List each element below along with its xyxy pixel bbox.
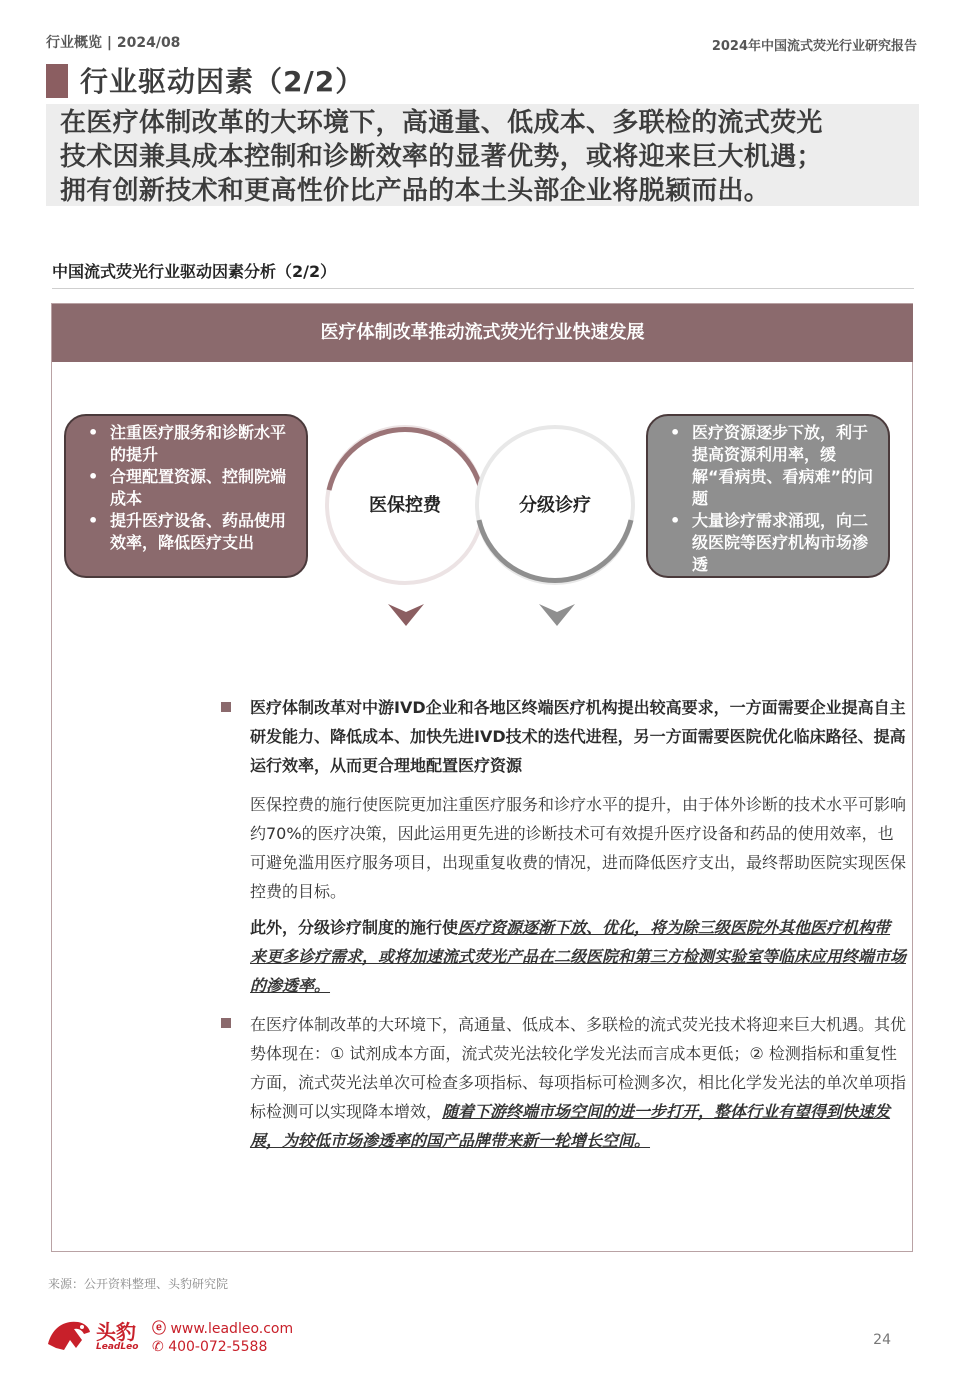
policy-circles-diagram bbox=[320, 420, 640, 590]
list-item: • 注重医疗服务和诊断水平的提升 bbox=[84, 422, 292, 466]
phone-number: 400-072-5588 bbox=[168, 1339, 268, 1355]
summary-line: 技术因兼具成本控制和诊断效率的显著优势，或将迎来巨大机遇； bbox=[60, 142, 823, 172]
point-1-body: 医保控费的施行使医院更加注重医疗服务和诊疗水平的提升，由于体外诊断的技术水平可影响约70%的医疗决策，因此运用更先进的诊断技术可有效提升医疗设备和药品的使用效率，也可避免滥用医疗服务项目，出现重复收费的情况，进而降低医疗支出，最终帮助医院实现医保控费的目标。 bbox=[250, 795, 907, 901]
bullet-square-icon bbox=[221, 1018, 231, 1028]
list-item: • 提升医疗设备、药品使用效率，降低医疗支出 bbox=[84, 510, 292, 554]
leopard-logo-icon bbox=[44, 1314, 92, 1356]
point-1-extra-underline: 医疗资源逐渐下放、优化，将为除三级医院外其他医疗机构带来更多诊疗需求，或将加速流式荧光产品在二级医院和第三方检测实验室等临床应用终端市场的渗透率。 bbox=[250, 918, 907, 995]
point-1-extra bbox=[250, 913, 906, 1000]
circle-right-label: 分级诊疗 bbox=[519, 495, 591, 516]
bullet-square-icon bbox=[221, 702, 231, 712]
chevron-down-icon bbox=[537, 602, 577, 628]
page-number: 24 bbox=[873, 1332, 891, 1348]
section-title: 中国流式荧光行业驱动因素分析（2/2） bbox=[52, 262, 337, 281]
summary-box bbox=[46, 104, 919, 206]
list-item: • 医疗资源逐步下放，利于提高资源利用率，缓解“看病贵、看病难”的问题 bbox=[666, 422, 874, 510]
page-title: 行业驱动因素（2/2） bbox=[80, 65, 365, 98]
title-accent-bar bbox=[46, 64, 68, 98]
chevron-down-icon bbox=[386, 602, 426, 628]
point-2-underline: 随着下游终端市场空间的进一步打开，整体行业有望得到快速发展，为较低市场渗透率的国产品牌带来新一轮增长空间。 bbox=[250, 1102, 891, 1150]
brand-subtitle: LeadLeo bbox=[96, 1342, 139, 1352]
header-right: 2024年中国流式荧光行业研究报告 bbox=[711, 39, 917, 54]
circle-left-label: 医保控费 bbox=[369, 495, 441, 516]
website-row[interactable] bbox=[152, 1318, 293, 1338]
list-item: • 大量诊疗需求涌现，向二级医院等医疗机构市场渗透 bbox=[666, 510, 874, 576]
header-left: 行业概览 | 2024/08 bbox=[46, 35, 181, 51]
summary-line: 拥有创新技术和更高性价比产品的本土头部企业将脱颖而出。 bbox=[60, 176, 771, 206]
source-note: 来源：公开资料整理、头豹研究院 bbox=[48, 1277, 229, 1291]
point-1-extra-bold: 此外，分级诊疗制度的施行使 bbox=[250, 918, 459, 937]
list-item: • 合理配置资源、控制院端成本 bbox=[84, 466, 292, 510]
globe-icon: ⓔ bbox=[152, 1321, 166, 1337]
right-factor-box bbox=[646, 414, 890, 578]
brand-name: 头豹 bbox=[96, 1320, 136, 1344]
point-2 bbox=[250, 1010, 906, 1155]
phone-row bbox=[152, 1339, 267, 1355]
left-factor-box bbox=[64, 414, 308, 578]
point-1-heading: 医疗体制改革对中游IVD企业和各地区终端医疗机构提出较高要求，一方面需要企业提高自主研发能力、降低成本、加快先进IVD技术的迭代进程，另一方面需要医院优化临床路径、提高运行效率，从而更合理地配置医疗资源 bbox=[250, 698, 906, 775]
phone-icon: ✆ bbox=[152, 1339, 164, 1355]
website-link[interactable]: www.leadleo.com bbox=[170, 1321, 294, 1337]
panel-banner: 医疗体制改革推动流式荧光行业快速发展 bbox=[52, 304, 913, 362]
point-2-body: 在医疗体制改革的大环境下，高通量、低成本、多联检的流式荧光技术将迎来巨大机遇。其优势体现在：① 试剂成本方面，流式荧光法较化学发光法而言成本更低；② 检测指标和重复性方面，流式荧光法单次可检查多项指标、每项指标可检测多次，相比化学发光法的单次单项指标检测可以实现降本增效， bbox=[250, 1015, 907, 1121]
section-divider bbox=[52, 288, 914, 289]
summary-line: 在医疗体制改革的大环境下，高通量、低成本、多联检的流式荧光 bbox=[60, 108, 823, 138]
